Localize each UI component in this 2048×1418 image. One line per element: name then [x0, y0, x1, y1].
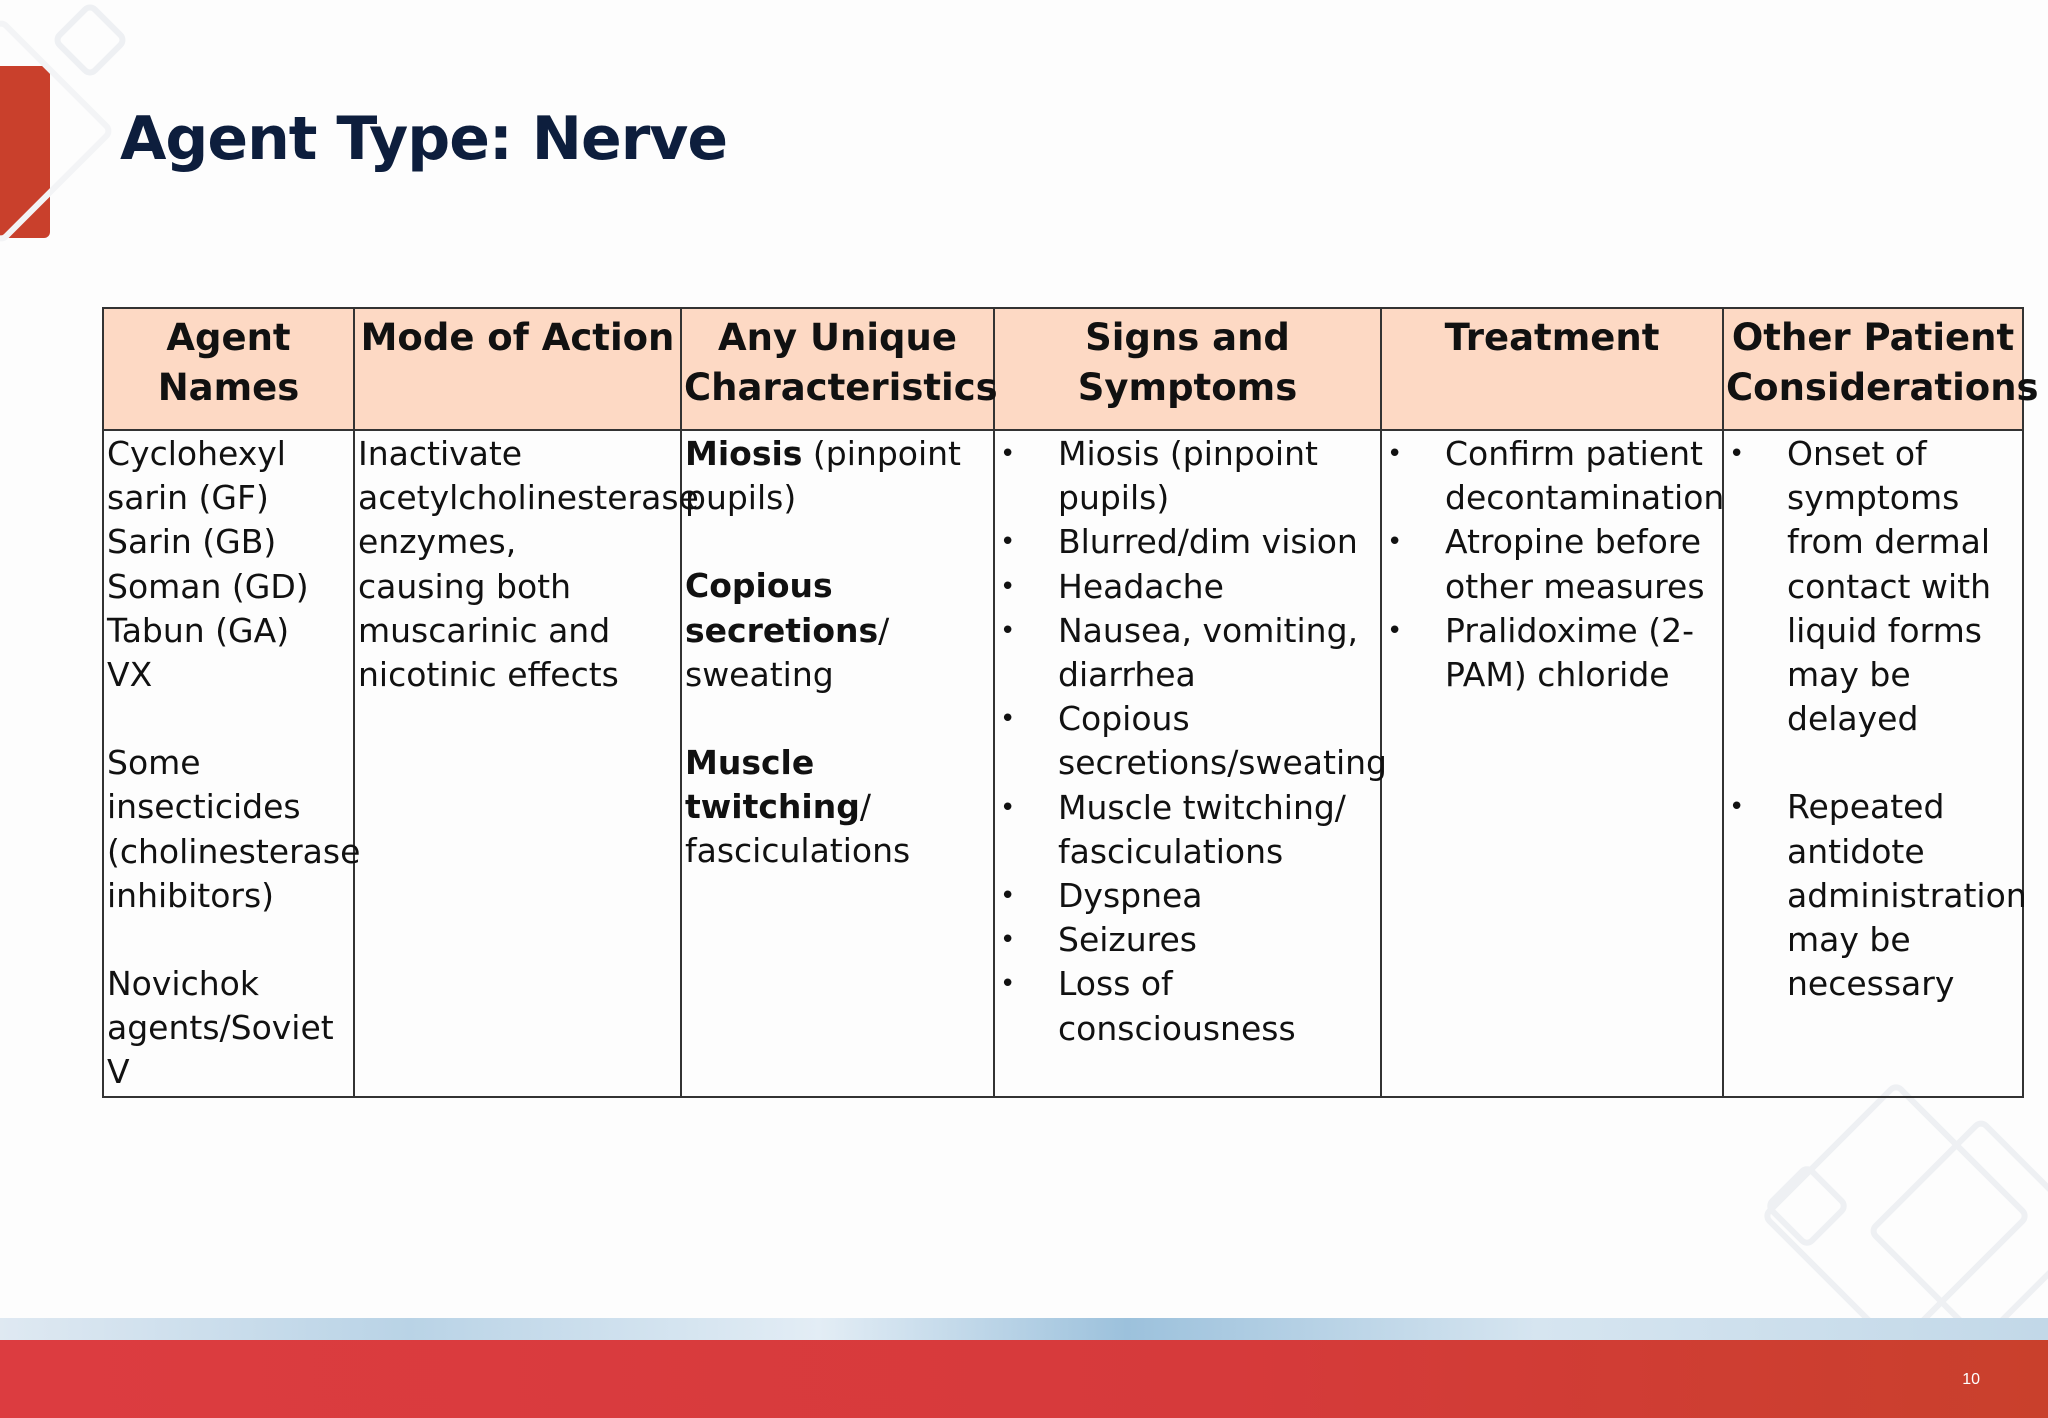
footer-band [0, 1340, 2048, 1418]
treatment-list [1385, 432, 1725, 697]
agent-name: Tabun (GA) [107, 610, 290, 650]
list-item: • Repeated antidote administration may be necessary [1727, 785, 2019, 1006]
agent-name: Some [107, 743, 201, 783]
header-treatment: Treatment [1381, 308, 1723, 430]
agent-group-novichok [107, 962, 350, 1095]
decorative-diamond [50, 0, 129, 79]
footer-image-strip [0, 1318, 2048, 1340]
cell-unique-characteristics [681, 430, 994, 1097]
list-item: • Pralidoxime (2-PAM) chloride [1385, 609, 1719, 697]
cell-agent-names [103, 430, 361, 1097]
mode-line: nicotinic effects [358, 655, 619, 695]
list-item: • Atropine before other measures [1385, 520, 1719, 608]
header-signs-symptoms: Signs and Symptoms [994, 308, 1381, 430]
list-item: • Confirm patient decontamination [1385, 432, 1719, 520]
agent-name: Novichok [107, 964, 259, 1004]
characteristic-item [685, 432, 990, 520]
list-item: • Copious secretions/sweating [998, 697, 1377, 785]
characteristic-bold: Copious secretions [685, 566, 879, 650]
header-unique-characteristics: Any Unique Characteristics [681, 308, 994, 430]
agent-name: insecticides [107, 787, 301, 827]
agent-name: Sarin (GB) [107, 522, 277, 562]
header-agent-names: Agent Names [103, 308, 354, 430]
table-header-row [103, 308, 2023, 430]
table-row [103, 430, 2023, 1097]
cell-signs-symptoms [994, 430, 1387, 1097]
symptoms-list [998, 432, 1387, 1051]
page-number: 10 [1962, 1371, 1980, 1388]
mode-line: muscarinic and [358, 610, 611, 650]
agent-group-insecticides [107, 741, 361, 918]
characteristic-detail: / fasciculations [685, 787, 911, 871]
header-mode-of-action: Mode of Action [354, 308, 681, 430]
list-item: • Muscle twitching/ fasciculations [998, 786, 1377, 874]
mode-line: acetylcholinesterase [358, 478, 699, 518]
list-item: • Blurred/dim vision [998, 520, 1377, 564]
agent-name: agents/Soviet V [107, 1008, 334, 1092]
agent-name: VX [107, 655, 153, 695]
agent-name: Cyclohexyl [107, 434, 286, 473]
cell-treatment [1381, 430, 1723, 1097]
list-item: • Loss of consciousness [998, 962, 1377, 1050]
cell-mode-of-action [354, 430, 699, 1097]
mode-line: causing both [358, 566, 571, 606]
characteristic-detail: (pinpoint pupils) [685, 434, 961, 518]
agent-name: (cholinesterase [107, 831, 361, 871]
header-other-considerations: Other Patient Considerations [1723, 308, 2023, 430]
cell-other-considerations [1723, 430, 2027, 1097]
considerations-list [1727, 432, 2027, 1006]
agent-name: Soman (GD) [107, 566, 309, 606]
characteristic-item [685, 741, 990, 874]
agent-group-nerve-agents [107, 432, 350, 697]
list-item: • Miosis (pinpoint pupils) [998, 432, 1377, 520]
agent-name: inhibitors) [107, 875, 275, 915]
nerve-agent-table [102, 307, 2039, 1098]
characteristic-item [685, 564, 990, 697]
mode-line: Inactivate [358, 434, 523, 473]
list-item: • Nausea, vomiting, diarrhea [998, 609, 1377, 697]
mode-line: enzymes, [358, 522, 517, 562]
list-item: • Onset of symptoms from dermal contact with liquid forms may be delayed [1727, 432, 2019, 741]
characteristic-detail: / sweating [685, 610, 890, 694]
characteristic-bold: Miosis [685, 434, 803, 473]
characteristic-bold: Muscle twitching [685, 743, 860, 827]
list-item: • Seizures [998, 918, 1377, 962]
page-title: Agent Type: Nerve [120, 104, 728, 174]
list-item: • Headache [998, 565, 1377, 609]
list-item: • Dyspnea [998, 874, 1377, 918]
agent-name: sarin (GF) [107, 478, 269, 518]
